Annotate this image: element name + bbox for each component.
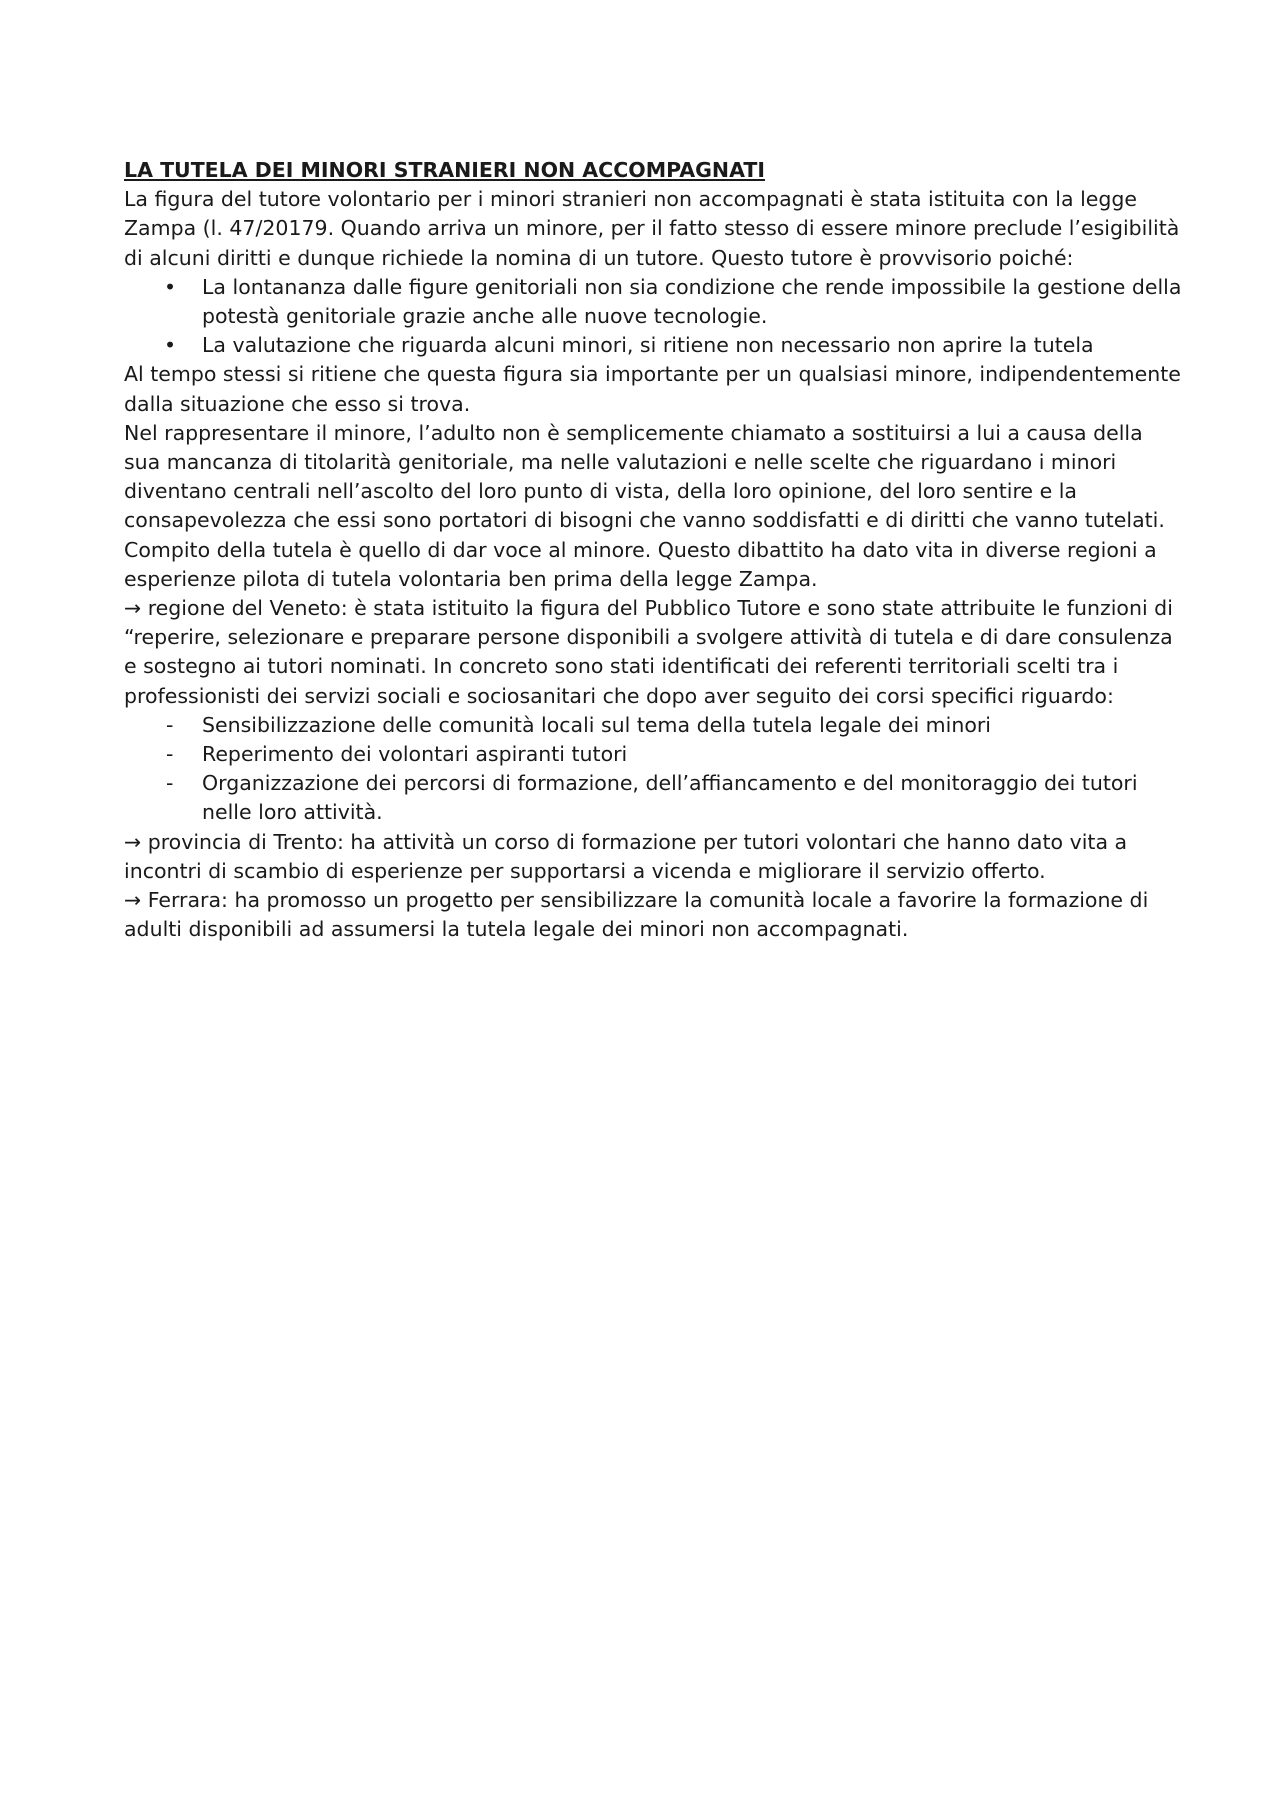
bullet-item: • La valutazione che riguarda alcuni minori, si ritiene non necessario non aprire la tutela [124, 331, 1184, 360]
document-page [124, 156, 1184, 944]
ferrara-paragraph: → Ferrara: ha promosso un progetto per sensibilizzare la comunità locale a favorire la formazione di adulti disponibili ad assumersi la tutela legale dei minori non accompagnati. [124, 888, 1149, 942]
dash-list [124, 711, 1184, 828]
veneto-paragraph: → regione del Veneto: è stata istituito la figura del Pubblico Tutore e sono state attribuite le funzioni di “reperire, selezionare e preparare persone disponibili a svolgere attività di tutela e di dare consulenza e sostegno ai tutori nominati. In concreto sono stati identificati dei referenti territoriali scelti tra i professionisti dei servizi sociali e sociosanitari che dopo aver seguito dei corsi specifici riguardo: [124, 596, 1173, 708]
dash-item: - Sensibilizzazione delle comunità locali sul tema della tutela legale dei minori [124, 711, 1184, 740]
dash-item: - Organizzazione dei percorsi di formazione, dell’affiancamento e del monitoraggio dei tutori nelle loro attività. [124, 769, 1184, 827]
intro-paragraph: La figura del tutore volontario per i minori stranieri non accompagnati è stata istituita con la legge Zampa (l. 47/20179. Quando arriva un minore, per il fatto stesso di essere minore preclude l’esigibilità di alcuni diritti e dunque richiede la nomina di un tutore. Questo tutore è provvisorio poiché: [124, 187, 1180, 270]
bullet-item: • La lontananza dalle figure genitoriali non sia condizione che rende impossibile la gestione della potestà genitoriale grazie anche alle nuove tecnologie. [124, 273, 1184, 331]
paragraph-represent: Nel rappresentare il minore, l’adulto non è semplicemente chiamato a sostituirsi a lui a causa della sua mancanza di titolarità genitoriale, ma nelle valutazioni e nelle scelte che riguardano i minori diventano centrali nell’ascolto del loro punto di vista, della loro opinione, del loro sentire e la consapevolezza che essi sono portatori di bisogni che vanno soddisfatti e di diritti che vanno tutelati. Compito della tutela è quello di dar voce al minore. Questo dibattito ha dato vita in diverse regioni a esperienze pilota di tutela volontaria ben prima della legge Zampa. [124, 420, 1165, 591]
bullet-list [124, 273, 1184, 361]
dash-item: - Reperimento dei volontari aspiranti tutori [124, 740, 1184, 769]
document-title: LA TUTELA DEI MINORI STRANIERI NON ACCOMPAGNATI [124, 158, 765, 182]
paragraph-time: Al tempo stessi si ritiene che questa figura sia importante per un qualsiasi minore, indipendentemente dalla situazione che esso si trova. [124, 362, 1181, 416]
trento-paragraph: → provincia di Trento: ha attività un corso di formazione per tutori volontari che hanno dato vita a incontri di scambio di esperienze per supportarsi a vicenda e migliorare il servizio offerto. [124, 829, 1128, 883]
